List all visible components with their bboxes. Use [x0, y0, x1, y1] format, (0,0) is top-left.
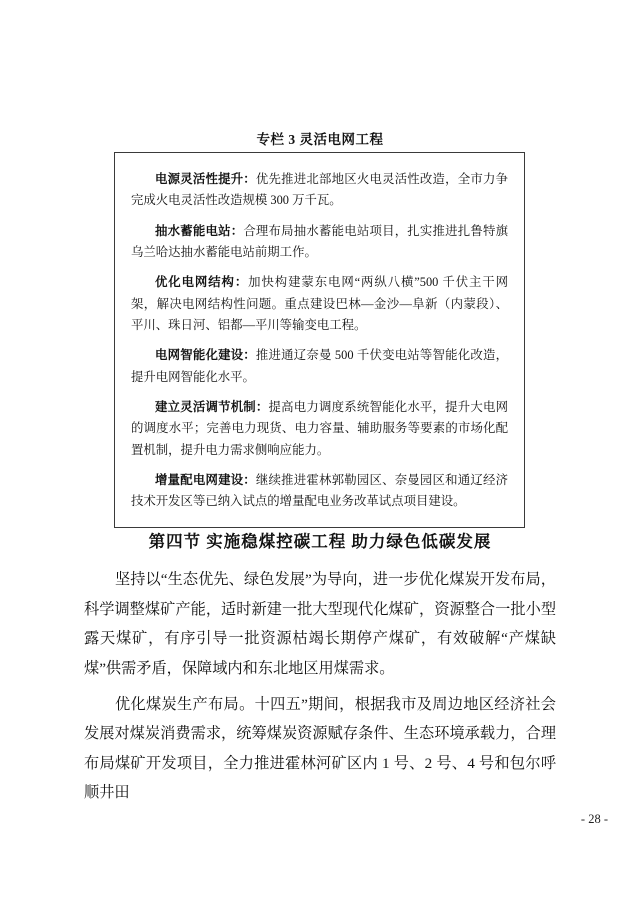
callout-item-text: 加快构建蒙东电网“两纵八横”500 千伏主干网架，解决电网结构性问题。重点建设巴林—金沙—阜新（内蒙段）、平川、珠日河、铝都—平川等输变电工程。: [131, 275, 509, 332]
callout-item: [131, 470, 508, 513]
callout-item: [131, 221, 508, 264]
callout-item-text: 合理布局抽水蓄能电站项目，扎实推进扎鲁特旗乌兰哈达抽水蓄能电站前期工作。: [131, 223, 509, 259]
callout-item-lead: 抽水蓄能电站：: [155, 223, 244, 238]
callout-item: [131, 345, 508, 388]
body-text: [84, 565, 556, 814]
callout-item-text: 推进通辽奈曼 500 千伏变电站等智能化改造，提升电网智能化水平。: [131, 348, 509, 384]
callout-item-text: 优先推进北部地区火电灵活性改造，全市力争完成火电灵活性改造规模 300 万千瓦。: [131, 172, 509, 208]
callout-item-lead: 建立灵活调节机制：: [155, 399, 269, 414]
callout-item: [131, 397, 508, 461]
callout-item-lead: 电源灵活性提升：: [155, 172, 256, 186]
body-paragraph: 优化煤炭生产布局。十四五”期间，根据我市及周边地区经济社会发展对煤炭消费需求，统筹煤炭资源赋存条件、生态环境承载力，合理布局煤矿开发项目，全力推进霍林河矿区内 1 号、2 号、4 号和包尔呼顺井田: [84, 695, 556, 802]
section-heading: 第四节 实施稳煤控碳工程 助力绿色低碳发展: [148, 532, 492, 551]
page-content: [76, 0, 564, 905]
callout-item-text: 继续推进霍林郭勒园区、奈曼园区和通辽经济技术开发区等已纳入试点的增量配电业务改革试点项目建设。: [131, 472, 509, 509]
callout-box: [114, 152, 525, 528]
callout-item: [131, 169, 508, 212]
callout-title: 专栏 3 灵活电网工程: [256, 132, 384, 147]
callout-item-lead: 电网智能化建设：: [155, 348, 256, 363]
callout-item-lead: 优化电网结构：: [155, 275, 249, 290]
body-paragraph: 坚持以“生态优先、绿色发展”为导向，进一步优化煤炭开发布局，科学调整煤矿产能，适时新建一批大型现代化煤矿，资源整合一批小型露天煤矿，有序引导一批资源枯竭长期停产煤矿，有效破解“产煤缺煤”供需矛盾，保障域内和东北地区用煤需求。: [84, 571, 556, 677]
callout-item-lead: 增量配电网建设：: [155, 472, 256, 487]
callout-item-text: 提高电力调度系统智能化水平，提升大电网的调度水平；完善电力现货、电力容量、辅助服务等要素的市场化配置机制，提升电力需求侧响应能力。: [131, 399, 509, 457]
page-number: - 28 -: [580, 812, 608, 826]
callout-item: [131, 272, 508, 336]
